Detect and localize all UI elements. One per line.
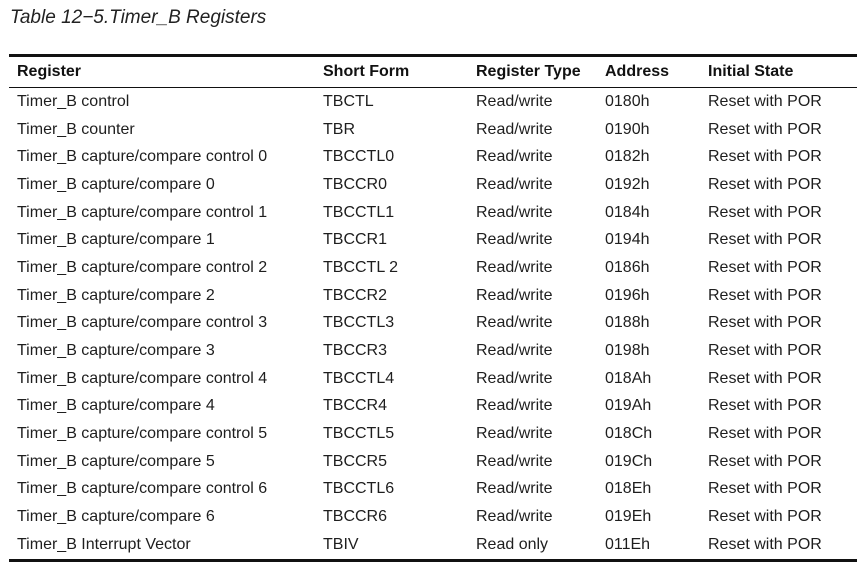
cell-register-type: Read only bbox=[476, 535, 549, 553]
cell-initial-state: Reset with POR bbox=[708, 397, 822, 415]
cell-address: 0194h bbox=[605, 231, 650, 249]
cell-register: Timer_B capture/compare control 4 bbox=[17, 369, 268, 387]
cell-address: 018Ah bbox=[605, 369, 652, 387]
cell-register-type: Read/write bbox=[476, 92, 553, 110]
cell-register-type: Read/write bbox=[476, 258, 553, 276]
cell-initial-state: Reset with POR bbox=[708, 508, 822, 526]
cell-initial-state: Reset with POR bbox=[708, 231, 822, 249]
cell-initial-state: Reset with POR bbox=[708, 535, 822, 553]
table-row bbox=[9, 254, 857, 282]
cell-short-form: TBCCR2 bbox=[323, 286, 388, 304]
cell-register: Timer_B capture/compare control 5 bbox=[17, 425, 268, 443]
cell-initial-state: Reset with POR bbox=[708, 148, 822, 166]
cell-address: 018Ch bbox=[605, 425, 653, 443]
cell-address: 0192h bbox=[605, 175, 650, 193]
column-header-register-type: Register Type bbox=[476, 57, 605, 88]
table-row bbox=[9, 88, 857, 116]
cell-register-type: Read/write bbox=[476, 342, 553, 360]
cell-short-form: TBCCTL3 bbox=[323, 314, 395, 332]
cell-register: Timer_B capture/compare control 3 bbox=[17, 314, 268, 332]
cell-address: 0188h bbox=[605, 314, 650, 332]
cell-register: Timer_B capture/compare 4 bbox=[17, 397, 215, 415]
cell-address: 011Eh bbox=[605, 535, 651, 553]
cell-initial-state: Reset with POR bbox=[708, 369, 822, 387]
table-row bbox=[9, 393, 857, 421]
cell-register-type: Read/write bbox=[476, 369, 553, 387]
cell-address: 018Eh bbox=[605, 480, 652, 498]
cell-address: 0184h bbox=[605, 203, 650, 221]
table-body bbox=[9, 88, 857, 559]
cell-initial-state: Reset with POR bbox=[708, 120, 822, 138]
table-caption: Table 12−5.Timer_B Registers bbox=[10, 7, 267, 28]
cell-initial-state: Reset with POR bbox=[708, 175, 822, 193]
table-row bbox=[9, 420, 857, 448]
cell-short-form: TBCCTL 2 bbox=[323, 258, 398, 276]
cell-register: Timer_B capture/compare 5 bbox=[17, 452, 215, 470]
cell-register-type: Read/write bbox=[476, 508, 553, 526]
table-row bbox=[9, 143, 857, 171]
cell-address: 0196h bbox=[605, 286, 650, 304]
column-header-initial-state: Initial State bbox=[708, 57, 857, 88]
cell-address: 019Ch bbox=[605, 452, 653, 470]
header-row bbox=[9, 57, 857, 88]
cell-register-type: Read/write bbox=[476, 397, 553, 415]
cell-register-type: Read/write bbox=[476, 314, 553, 332]
cell-address: 0180h bbox=[605, 92, 650, 110]
cell-register: Timer_B capture/compare 3 bbox=[17, 342, 215, 360]
cell-address: 019Eh bbox=[605, 508, 652, 526]
cell-short-form: TBCCR0 bbox=[323, 175, 388, 193]
table-row bbox=[9, 171, 857, 199]
cell-short-form: TBIV bbox=[323, 535, 359, 553]
cell-register-type: Read/write bbox=[476, 203, 553, 221]
cell-register: Timer_B capture/compare control 1 bbox=[17, 203, 268, 221]
table-row bbox=[9, 199, 857, 227]
table-row bbox=[9, 310, 857, 338]
cell-register: Timer_B control bbox=[17, 92, 130, 110]
cell-short-form: TBCCR1 bbox=[323, 231, 388, 249]
cell-short-form: TBCCR4 bbox=[323, 397, 388, 415]
cell-address: 0190h bbox=[605, 120, 650, 138]
cell-address: 0186h bbox=[605, 258, 650, 276]
cell-register: Timer_B capture/compare 6 bbox=[17, 508, 215, 526]
table-row bbox=[9, 226, 857, 254]
cell-short-form: TBCCTL0 bbox=[323, 148, 395, 166]
cell-short-form: TBCCTL6 bbox=[323, 480, 395, 498]
cell-initial-state: Reset with POR bbox=[708, 480, 822, 498]
table-row bbox=[9, 365, 857, 393]
table-row bbox=[9, 282, 857, 310]
cell-register: Timer_B capture/compare control 0 bbox=[17, 148, 268, 166]
cell-address: 0182h bbox=[605, 148, 650, 166]
cell-register-type: Read/write bbox=[476, 480, 553, 498]
cell-register: Timer_B Interrupt Vector bbox=[17, 535, 191, 553]
column-header-register: Register bbox=[9, 57, 323, 88]
column-header-address: Address bbox=[605, 57, 708, 88]
cell-short-form: TBR bbox=[323, 120, 355, 138]
cell-short-form: TBCCTL4 bbox=[323, 369, 395, 387]
cell-initial-state: Reset with POR bbox=[708, 286, 822, 304]
column-header-short-form: Short Form bbox=[323, 57, 476, 88]
cell-register: Timer_B capture/compare 0 bbox=[17, 175, 215, 193]
cell-short-form: TBCCTL1 bbox=[323, 203, 395, 221]
cell-initial-state: Reset with POR bbox=[708, 425, 822, 443]
cell-register: Timer_B capture/compare control 2 bbox=[17, 258, 268, 276]
registers-table-container bbox=[9, 54, 857, 562]
table-row bbox=[9, 337, 857, 365]
registers-table bbox=[9, 57, 857, 559]
cell-initial-state: Reset with POR bbox=[708, 258, 822, 276]
cell-initial-state: Reset with POR bbox=[708, 92, 822, 110]
cell-address: 019Ah bbox=[605, 397, 652, 415]
cell-initial-state: Reset with POR bbox=[708, 342, 822, 360]
table-row bbox=[9, 448, 857, 476]
cell-short-form: TBCCR3 bbox=[323, 342, 388, 360]
cell-register-type: Read/write bbox=[476, 452, 553, 470]
cell-register-type: Read/write bbox=[476, 286, 553, 304]
table-header bbox=[9, 57, 857, 88]
cell-register-type: Read/write bbox=[476, 148, 553, 166]
table-row bbox=[9, 503, 857, 531]
cell-short-form: TBCCTL5 bbox=[323, 425, 395, 443]
cell-register: Timer_B capture/compare control 6 bbox=[17, 480, 268, 498]
cell-initial-state: Reset with POR bbox=[708, 314, 822, 332]
cell-register: Timer_B capture/compare 2 bbox=[17, 286, 215, 304]
cell-initial-state: Reset with POR bbox=[708, 203, 822, 221]
cell-short-form: TBCCR5 bbox=[323, 452, 388, 470]
cell-register: Timer_B counter bbox=[17, 120, 135, 138]
cell-short-form: TBCTL bbox=[323, 92, 374, 110]
cell-register-type: Read/write bbox=[476, 175, 553, 193]
cell-address: 0198h bbox=[605, 342, 650, 360]
cell-register-type: Read/write bbox=[476, 425, 553, 443]
table-row bbox=[9, 476, 857, 504]
table-row bbox=[9, 116, 857, 144]
cell-short-form: TBCCR6 bbox=[323, 508, 388, 526]
cell-register-type: Read/write bbox=[476, 231, 553, 249]
cell-initial-state: Reset with POR bbox=[708, 452, 822, 470]
cell-register: Timer_B capture/compare 1 bbox=[17, 231, 215, 249]
table-row bbox=[9, 531, 857, 559]
cell-register-type: Read/write bbox=[476, 120, 553, 138]
